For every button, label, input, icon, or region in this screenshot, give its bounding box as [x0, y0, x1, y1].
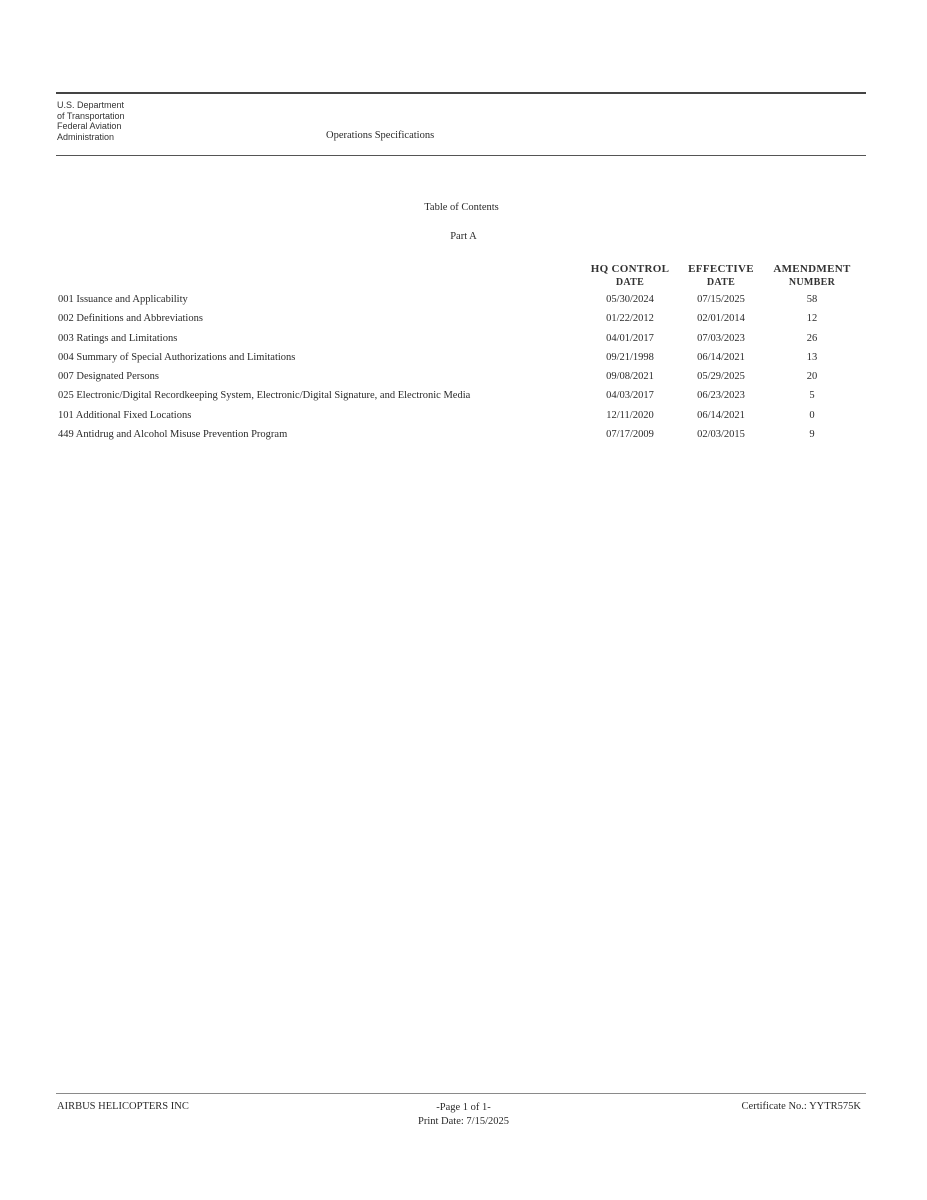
footer-print-date: Print Date: 7/15/2025 — [418, 1116, 509, 1127]
agency-line: Federal Aviation — [57, 121, 122, 131]
agency-line: Administration — [57, 131, 115, 142]
agency-line: U.S. Department — [57, 100, 125, 110]
toc-row-amendment: 12 — [806, 313, 818, 325]
toc-row — [0, 371, 927, 390]
toc-row — [0, 313, 927, 332]
part-title: Part A — [450, 231, 477, 242]
toc-row-effective-date: 02/01/2014 — [697, 313, 745, 325]
toc-row-effective-date: 07/15/2025 — [697, 294, 745, 305]
toc-row-title: 004 Summary of Special Authorizations and Limitations — [58, 351, 296, 363]
toc-row — [0, 410, 927, 429]
toc-row-effective-date: 02/03/2015 — [697, 429, 745, 441]
footer-certificate: Certificate No.: YYTR575K — [741, 1101, 861, 1112]
toc-row-amendment: 26 — [806, 332, 818, 344]
column-header-effective-date — [680, 262, 762, 290]
toc-row-effective-date: 06/14/2021 — [697, 409, 745, 421]
toc-row-hq-date: 04/01/2017 — [606, 332, 654, 344]
toc-row-hq-date: 01/22/2012 — [606, 313, 654, 325]
toc-row — [0, 294, 927, 313]
toc-title-text: Table of Contents — [424, 202, 499, 213]
toc-row — [0, 390, 927, 409]
column-header-line: AMENDMENT — [773, 263, 851, 275]
document-title: Operations Specifications — [326, 130, 435, 141]
toc-row-title: 025 Electronic/Digital Recordkeeping System, Electronic/Digital Signature, and Electronic Media — [58, 390, 471, 402]
toc-row-hq-date: 12/11/2020 — [606, 409, 654, 421]
toc-row-amendment: 13 — [806, 351, 818, 363]
column-header-line: EFFECTIVE — [688, 263, 754, 275]
column-header-line: DATE — [615, 277, 645, 288]
toc-row — [0, 352, 927, 371]
header-bottom-rule — [56, 155, 866, 156]
toc-row-hq-date: 09/08/2021 — [606, 371, 654, 383]
toc-row-effective-date: 05/29/2025 — [697, 371, 745, 383]
toc-row-amendment: 58 — [806, 294, 818, 305]
toc-row-title: 001 Issuance and Applicability — [58, 294, 188, 305]
header-top-rule — [56, 92, 866, 94]
toc-row — [0, 333, 927, 352]
toc-row-hq-date: 05/30/2024 — [606, 294, 654, 305]
column-header-line: NUMBER — [788, 277, 836, 288]
footer-page-number: -Page 1 of 1- — [436, 1102, 491, 1113]
toc-row-title: 007 Designated Persons — [58, 371, 159, 383]
column-header-hq-control-date — [582, 262, 678, 290]
toc-row-amendment: 5 — [809, 390, 815, 402]
toc-row-hq-date: 07/17/2009 — [606, 429, 654, 441]
toc-row-title: 101 Additional Fixed Locations — [58, 409, 192, 421]
column-header-line: DATE — [706, 277, 736, 288]
toc-title — [0, 202, 927, 213]
column-header-amendment-number — [762, 262, 862, 290]
toc-row-effective-date: 06/23/2023 — [697, 390, 745, 402]
toc-row-amendment: 20 — [806, 371, 818, 383]
agency-name — [57, 100, 125, 142]
footer-rule — [56, 1093, 866, 1094]
toc-row-hq-date: 04/03/2017 — [606, 390, 654, 402]
toc-row-effective-date: 07/03/2023 — [697, 332, 745, 344]
toc-table — [0, 294, 927, 448]
toc-row-effective-date: 06/14/2021 — [697, 351, 745, 363]
toc-row-hq-date: 09/21/1998 — [606, 351, 654, 363]
agency-line: of Transportation — [57, 110, 125, 121]
column-header-line: HQ CONTROL — [590, 263, 670, 275]
toc-row-amendment: 9 — [809, 429, 815, 441]
toc-row-title: 003 Ratings and Limitations — [58, 332, 178, 344]
toc-row-title: 002 Definitions and Abbreviations — [58, 313, 203, 325]
toc-row-amendment: 0 — [809, 409, 815, 421]
footer-company: AIRBUS HELICOPTERS INC — [57, 1101, 189, 1112]
toc-row-title: 449 Antidrug and Alcohol Misuse Prevention Program — [58, 429, 288, 441]
toc-row — [0, 429, 927, 448]
